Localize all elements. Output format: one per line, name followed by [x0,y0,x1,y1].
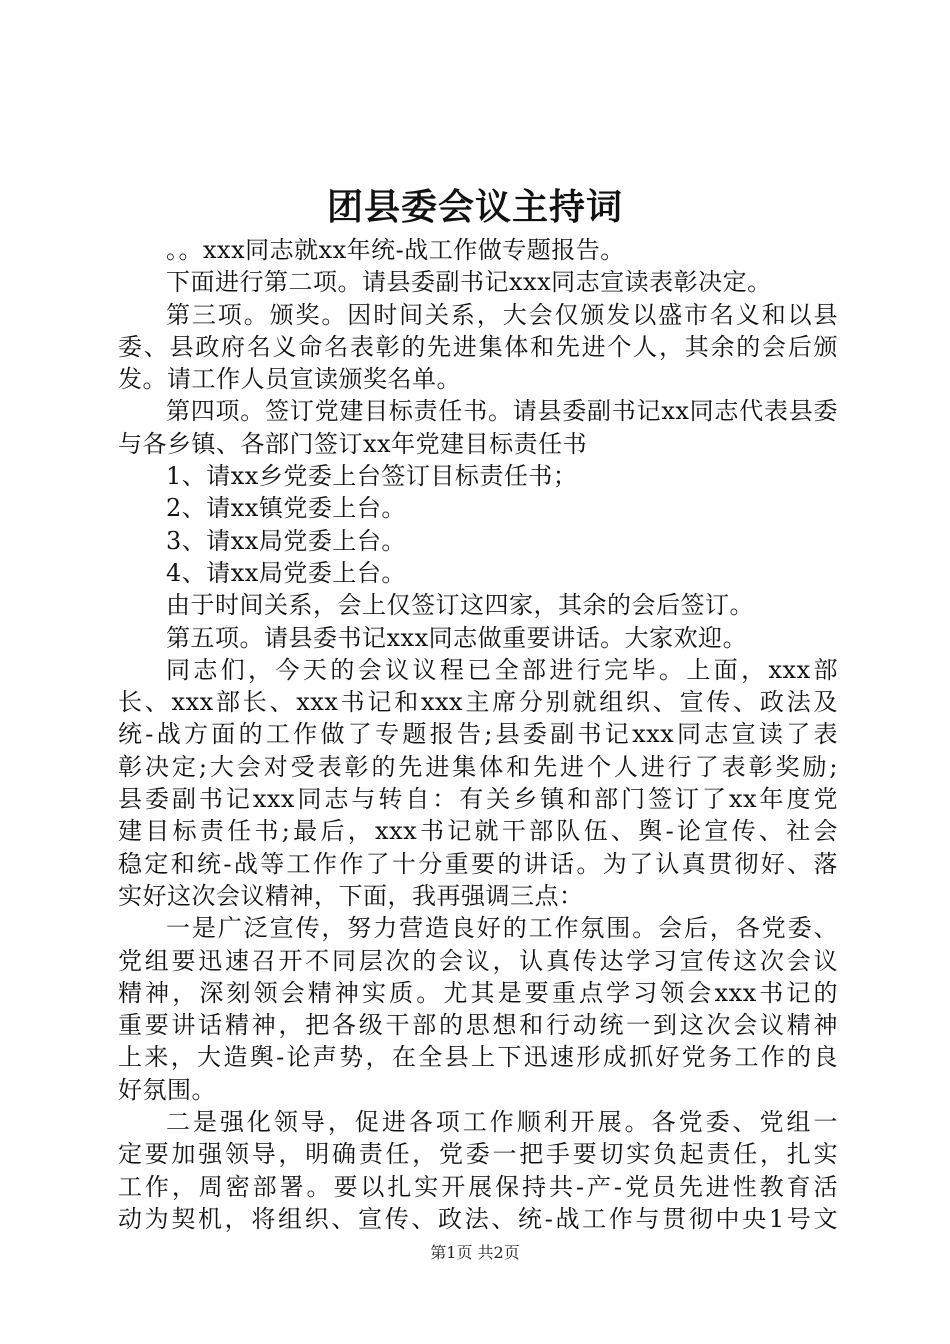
point-one-line-2: 党组要迅速召开不同层次的会议，认真传达学习宣传这次会议 [118,946,838,975]
point-two-line-3: 工作，周密部署。要以扎实开展保持共-产-党员先进性教育活 [118,1172,838,1201]
summary-line-6: 建目标责任书;最后，xxx书记就干部队伍、舆-论宣传、社会 [118,817,838,846]
paragraph-item-three: 第三项。颁奖。因时间关系，大会仅颁发以盛市名义和以县委、县政府名义命名表彰的先进集体和先进个人，其余的会后颁发。请工作人员宣读颁奖名单。 [118,300,838,394]
point-two-line-1: 二是强化领导，促进各项工作顺利开展。各党委、党组一 [166,1108,838,1137]
list-item-1: 1、请xx乡党委上台签订目标责任书； [166,462,578,491]
point-one-line-4: 重要讲话精神，把各级干部的思想和行动统一到这次会议精神 [118,1011,838,1040]
point-one-line-6: 好氛围。 [118,1075,216,1104]
point-one-line-3: 精神，深刻领会精神实质。尤其是要重点学习领会xxx书记的 [118,978,838,1007]
summary-line-4: 彰决定;大会对受表彰的先进集体和先进个人进行了表彰奖励; [118,752,838,781]
point-one-line-1: 一是广泛宣传，努力营造良好的工作氛围。会后，各党委、 [166,914,838,943]
paragraph-point-two [118,1106,838,1235]
paragraph-signing-note: 由于时间关系，会上仅签订这四家，其余的会后签订。 [166,591,754,620]
paragraph-item-five: 第五项。请县委书记xxx同志做重要讲话。大家欢迎。 [166,623,748,652]
summary-line-5: 县委副书记xxx同志与转自：有关乡镇和部门签订了xx年度党 [118,785,838,814]
page-number-footer: 第1页 共2页 [430,1243,520,1262]
paragraph-item-two: 下面进行第二项。请县委副书记xxx同志宣读表彰决定。 [166,268,772,297]
point-one-line-5: 上来，大造舆-论声势，在全县上下迅速形成抓好党务工作的良 [118,1043,838,1072]
paragraph-item-four: 第四项。签订党建目标责任书。请县委副书记xx同志代表县委与各乡镇、各部门签订xx年党建目标责任书 [118,397,838,458]
document-title: 团县委会议主持词 [326,186,623,228]
paragraph-point-one [118,912,838,1106]
summary-line-2: 长、xxx部长、xxx书记和xxx主席分别就组织、宣传、政法及 [118,688,838,717]
paragraph-summary [118,654,838,912]
list-item-2: 2、请xx镇党委上台。 [166,494,406,523]
paragraph-report: 。。xxx同志就xx年统-战工作做专题报告。 [166,236,625,264]
document-body [118,234,838,1235]
point-two-line-2: 定要加强领导，明确责任，党委一把手要切实负起责任，扎实 [118,1140,838,1169]
list-item-3: 3、请xx局党委上台。 [166,526,406,555]
list-item-4: 4、请xx局党委上台。 [166,558,406,587]
point-two-line-4: 动为契机，将组织、宣传、政法、统-战工作与贯彻中央1号文 [118,1204,838,1233]
summary-line-7: 稳定和统-战等工作作了十分重要的讲话。为了认真贯彻好、落 [118,849,838,878]
summary-line-8: 实好这次会议精神，下面，我再强调三点： [118,881,584,910]
summary-line-1: 同志们，今天的会议议程已全部进行完毕。上面，xxx部 [166,655,838,684]
summary-line-3: 统-战方面的工作做了专题报告;县委副书记xxx同志宣读了表 [118,720,838,749]
